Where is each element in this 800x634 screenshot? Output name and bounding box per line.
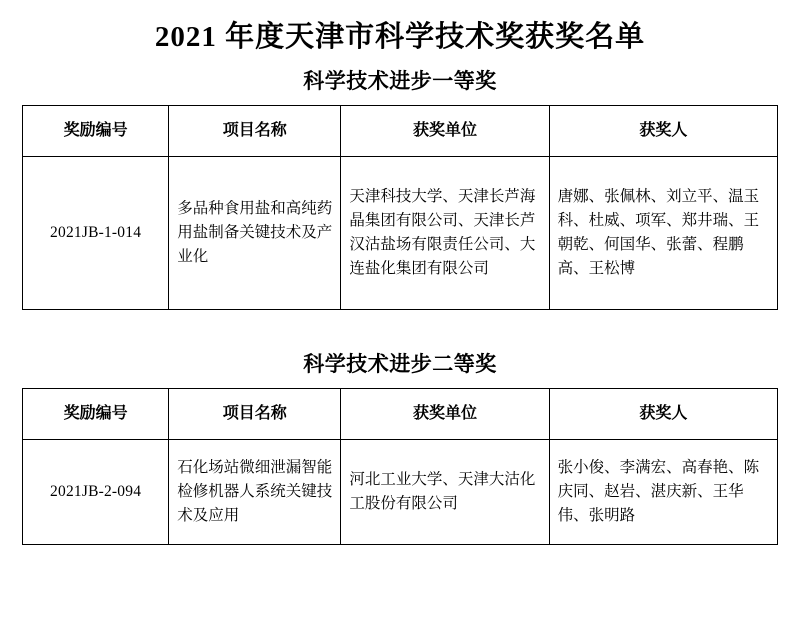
- table-header-row: [23, 106, 778, 157]
- table-row: [23, 440, 778, 545]
- cell-award-units: 天津科技大学、天津长芦海晶集团有限公司、天津长芦汉沽盐场有限责任公司、大连盐化集团有限公司: [341, 157, 549, 310]
- cell-project-name: 石化场站微细泄漏智能检修机器人系统关键技术及应用: [169, 440, 341, 545]
- column-header-people: 获奖人: [549, 389, 777, 440]
- award-table-second-prize: [22, 388, 778, 545]
- column-header-project: 项目名称: [169, 389, 341, 440]
- table-header-row: [23, 389, 778, 440]
- cell-award-people: 唐娜、张佩林、刘立平、温玉科、杜威、项军、郑井瑞、王朝乾、何国华、张蕾、程鹏高、王松博: [549, 157, 777, 310]
- column-header-unit: 获奖单位: [341, 106, 549, 157]
- document-page: [0, 14, 800, 634]
- cell-project-name: 多品种食用盐和高纯药用盐制备关键技术及产业化: [169, 157, 341, 310]
- cell-award-code: 2021JB-2-094: [23, 440, 169, 545]
- column-header-project: 项目名称: [169, 106, 341, 157]
- award-table-first-prize: [22, 105, 778, 310]
- cell-award-people: 张小俊、李满宏、高春艳、陈庆同、赵岩、湛庆新、王华伟、张明路: [549, 440, 777, 545]
- column-header-code: 奖励编号: [23, 389, 169, 440]
- section-heading-first-prize: 科学技术进步一等奖: [303, 69, 497, 93]
- cell-award-code: 2021JB-1-014: [23, 157, 169, 310]
- table-row: [23, 157, 778, 310]
- cell-award-units: 河北工业大学、天津大沽化工股份有限公司: [341, 440, 549, 545]
- section-heading-second-prize: 科学技术进步二等奖: [303, 352, 497, 376]
- column-header-unit: 获奖单位: [341, 389, 549, 440]
- document-title: 2021 年度天津市科学技术奖获奖名单: [154, 21, 646, 53]
- column-header-code: 奖励编号: [23, 106, 169, 157]
- column-header-people: 获奖人: [549, 106, 777, 157]
